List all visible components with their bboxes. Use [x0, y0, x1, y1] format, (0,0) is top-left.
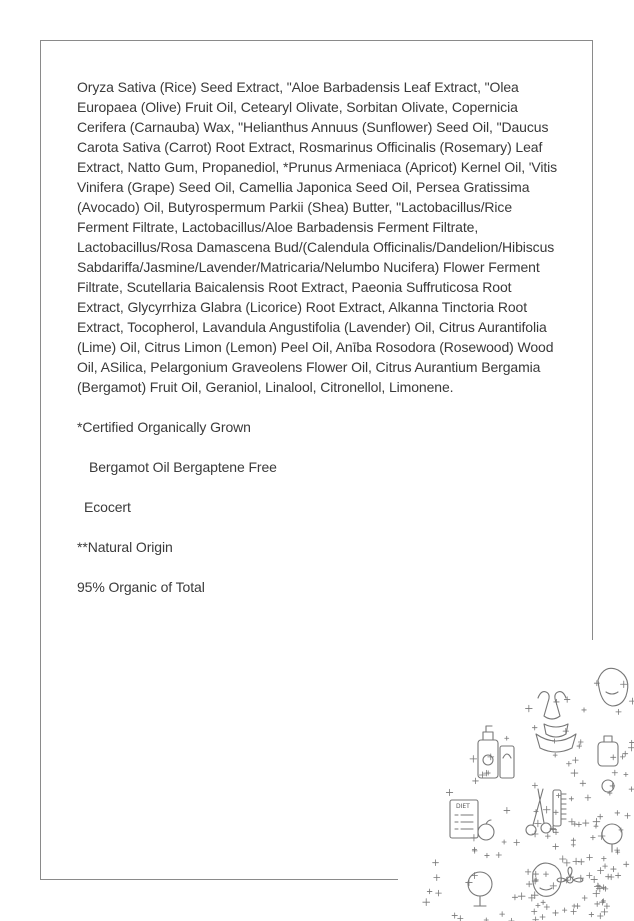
- natural-origin-note: **Natural Origin: [77, 539, 173, 555]
- ingredients-list: Oryza Sativa (Rice) Seed Extract, "Aloe Barbadensis Leaf Extract, "Olea Europaea (Olive) Fruit Oil, Cetearyl Olivate, Sorbitan Olivate, Copernicia Cerifera (Carnauba) Wax, "Helianthus Annuus (Sunflower) Seed Oil, "Daucus Carota Sativa (Carrot) Root Extract, Rosmarinus Officinalis (Rosemary) Leaf Extract, Natto Gum, Propanediol, *Prunus Armeniaca (Apricot) Kernel Oil, 'Vitis Vinifera (Grape) Seed Oil, Camellia Japonica Seed Oil, Persea Gratissima (Avocado) Oil, Butyrospermum Parkii (Shea) Butter, "Lactobacillus/Rice Ferment Filtrate, Lactobacillus/Aloe Barbadensis Ferment Filtrate, Lactobacillus/Rosa Damascena Bud/(Calendula Officinalis/Dandelion/Hibiscus Sabdariffa/Jasmine/Lavender/Matricaria/Nelumbo Nucifera) Flower Ferment Filtrate, Scutellaria Baicalensis Root Extract, Paeonia Suffruticosa Root Extract, Glycyrrhiza Glabra (Licorice) Root Extract, Alkanna Tinctoria Root Extract, Tocopherol, Lavandula Angustifolia (Lavender) Oil, Citrus Aurantifolia (Lime) Oil, Citrus Limon (Lemon) Peel Oil, Anība Rosodora (Rosewood) Wood Oil, ASilica, Pelargonium Graveolens Flower Oil, Citrus Aurantium Bergamia (Bergamot) Fruit Oil, Geraniol, Linalool, Citronellol, Limonene.: [77, 79, 558, 395]
- bergamot-note: Bergamot Oil Bergaptene Free: [89, 459, 277, 475]
- ingredients-content: [77, 77, 559, 617]
- ecocert-note: Ecocert: [84, 499, 131, 515]
- organic-percent-note: 95% Organic of Total: [77, 579, 205, 595]
- beauty-icons-decoration: [398, 640, 634, 921]
- diet-label: DIET: [456, 803, 470, 810]
- certified-note: *Certified Organically Grown: [77, 419, 251, 435]
